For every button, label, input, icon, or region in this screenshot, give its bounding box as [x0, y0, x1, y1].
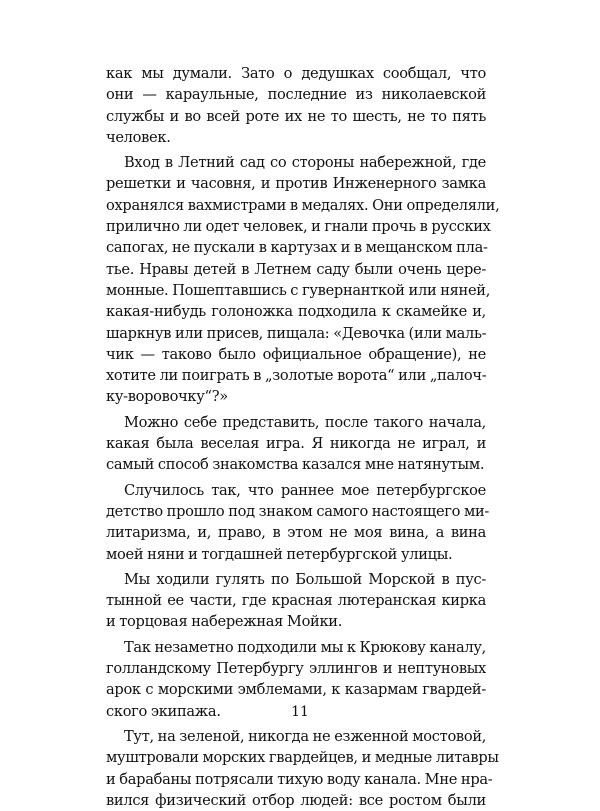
text-line: шаркнув или присев, пищала: «Девочка (или маль- — [106, 324, 487, 342]
text-line: голландскому Петербургу эллингов и нептуновых — [106, 660, 486, 678]
paragraph — [106, 480, 490, 565]
text-line: вился физический отбор людей: все ростом были — [106, 791, 486, 809]
text-line: прилично ли одет человек, и гнали прочь в русских — [106, 218, 491, 236]
text-line: Мы ходили гулять по Большой Морской в пус- — [124, 570, 486, 588]
text-line: арок с морскими эмблемами, к казармам гвардей- — [106, 681, 486, 699]
text-line: Тут, на зеленой, никогда не езженной мостовой, — [124, 727, 487, 745]
paragraph — [106, 569, 486, 633]
text-line: моей няни и тогдашней петербургской улицы. — [106, 545, 453, 563]
paragraph — [106, 63, 486, 148]
text-line: они — караульные, последние из николаевской — [106, 86, 486, 104]
text-line: хотите ли поиграть в „золотые ворота“ или „палоч- — [106, 367, 487, 385]
text-line: службы и во всей роте их не то шесть, не то пять — [106, 107, 486, 125]
text-line: человек. — [106, 128, 171, 146]
text-line: Вход в Летний сад со стороны набережной, где — [124, 154, 486, 172]
text-line: и барабаны потрясали тихую воду канала. Мне нра- — [106, 770, 493, 788]
text-line: самый способ знакомства казался мне натянутым. — [106, 456, 485, 474]
text-line: ского экипажа. — [106, 702, 221, 720]
text-line: охранялся вахмистрами в медалях. Они определяли, — [106, 196, 500, 214]
text-line: муштровали морских гвардейцев, и медные литавры — [106, 749, 499, 767]
text-line: Случилось так, что раннее мое петербургское — [124, 481, 486, 499]
body-text — [106, 63, 500, 811]
text-line: решетки и часовня, и против Инженерного замка — [106, 175, 486, 193]
text-line: Можно себе представить, после такого начала, — [124, 413, 486, 431]
text-line: какая-нибудь голоножка подходила к скамейке и, — [106, 303, 486, 321]
text-line: ку-воровочку“?» — [106, 388, 228, 406]
page-number: 11 — [291, 704, 309, 720]
paragraph — [106, 152, 500, 408]
text-line: детство прошло под знаком самого настоящего ми- — [106, 502, 490, 520]
text-line: литаризма, и, право, в этом не моя вина, а вина — [106, 524, 486, 542]
text-line: сапогах, не пускали в картузах и в мещанском пла- — [106, 239, 488, 257]
text-line: какая была веселая игра. Я никогда не играл, и — [106, 435, 486, 453]
paragraph — [106, 726, 499, 811]
text-line: тье. Нравы детей в Летнем саду были очень цере- — [106, 260, 486, 278]
text-line: тынной ее части, где красная лютеранская кирка — [106, 592, 486, 610]
text-line: и торцовая набережная Мойки. — [106, 613, 343, 631]
text-line: Так незаметно подходили мы к Крюкову каналу, — [124, 638, 486, 656]
paragraph — [106, 412, 486, 476]
text-line: чик — таково было официальное обращение), не — [106, 345, 486, 363]
text-line: монные. Пошептавшись с гувернанткой или няней, — [106, 281, 491, 299]
text-line: как мы думали. Зато о дедушках сообщал, что — [106, 65, 486, 82]
